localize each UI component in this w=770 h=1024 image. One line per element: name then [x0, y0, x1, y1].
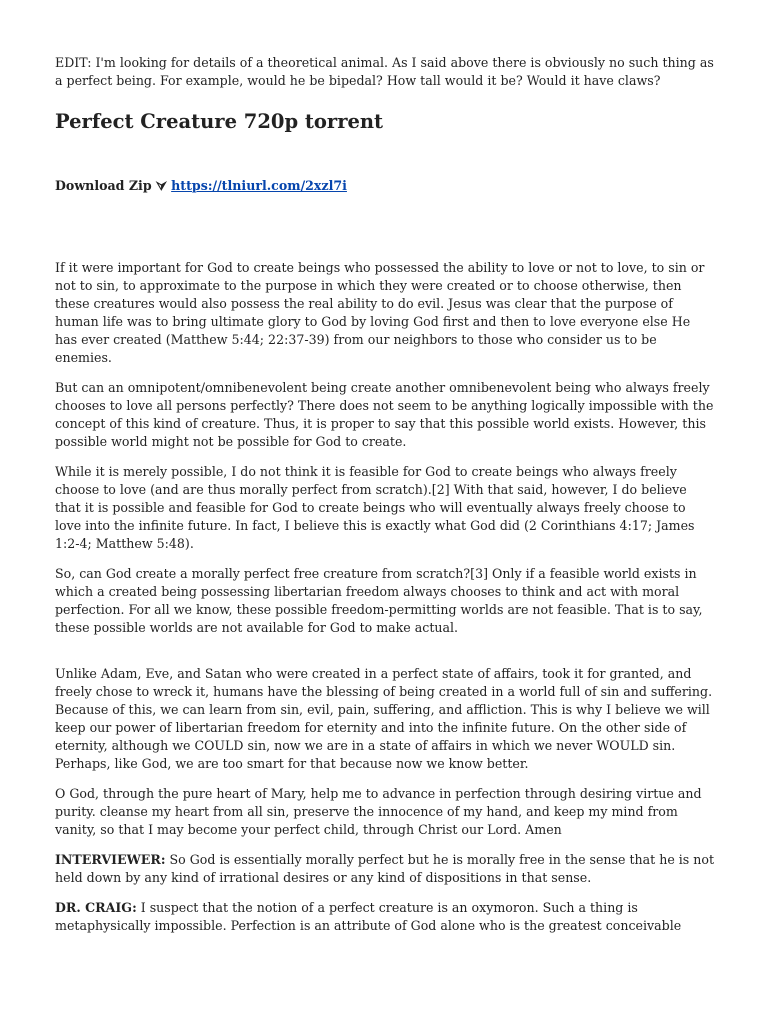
- download-link[interactable]: https://tlniurl.com/2xzl7i: [171, 178, 347, 193]
- article: [55, 54, 715, 935]
- dialogue-interviewer: [55, 851, 715, 887]
- download-label: Download Zip: [55, 178, 152, 193]
- paragraph: Unlike Adam, Eve, and Satan who were created in a perfect state of affairs, took it for granted, and freely chose to wreck it, humans have the blessing of being created in a world full of sin and suffering. Because of this, we can learn from sin, evil, pain, suffering, and affliction. This is why I believe we will keep our power of libertarian freedom for eternity and into the infinite future. On the other side of eternity, although we COULD sin, now we are in a state of affairs in which we never WOULD sin. Perhaps, like God, we are too smart for that because now we know better.: [55, 666, 713, 771]
- dialogue-craig: [55, 899, 715, 935]
- paragraph: But can an omnipotent/omnibenevolent being create another omnibenevolent being who always freely chooses to love all persons perfectly? There does not seem to be anything logically impossible with the concept of this kind of creature. Thus, it is proper to say that this possible world exists. However, this possible world might not be possible for God to create.: [55, 380, 714, 449]
- paragraph: O God, through the pure heart of Mary, help me to advance in perfection through desiring virtue and purity. cleanse my heart from all sin, preserve the innocence of my hand, and keep my mind from vanity, so that I may become your perfect child, through Christ our Lord. Amen: [55, 786, 702, 837]
- paragraph: So, can God create a morally perfect free creature from scratch?[3] Only if a feasible world exists in which a created being possessing libertarian freedom always chooses to think and act with moral perfection. For all we know, these possible freedom-permitting worlds are not feasible. That is to say, these possible worlds are not available for God to make actual.: [55, 566, 703, 635]
- download-arrow-icon: ⮛: [156, 178, 167, 193]
- dialogue-text: I suspect that the notion of a perfect creature is an oxymoron. Such a thing is metaphysically impossible. Perfection is an attribute of God alone who is the greatest conceivable: [55, 900, 682, 933]
- paragraph: If it were important for God to create beings who possessed the ability to love or not to love, to sin or not to sin, to approximate to the purpose in which they were created or to choose otherwise, then these creatures would also possess the real ability to do evil. Jesus was clear that the purpose of human life was to bring ultimate glory to God by loving God first and then to love everyone else He has ever created (Matthew 5:44; 22:37-39) from our neighbors to those who consider us to be enemies.: [55, 260, 705, 365]
- intro-paragraph: EDIT: I'm looking for details of a theoretical animal. As I said above there is obviously no such thing as a perfect being. For example, would he be bipedal? How tall would it be? Would it have claws?: [55, 55, 714, 88]
- speaker-label: DR. CRAIG:: [55, 900, 137, 915]
- paragraph: While it is merely possible, I do not think it is feasible for God to create beings who always freely choose to love (and are thus morally perfect from scratch).[2] With that said, however, I do believe that it is possible and feasible for God to create beings who will eventually always freely choose to love into the infinite future. In fact, I believe this is exactly what God did (2 Corinthians 4:17; James 1:2-4; Matthew 5:48).: [55, 464, 695, 551]
- page-title: Perfect Creature 720p torrent: [55, 110, 384, 133]
- download-line: [55, 177, 715, 195]
- speaker-label: INTERVIEWER:: [55, 852, 166, 867]
- dialogue-text: So God is essentially morally perfect but he is morally free in the sense that he is not held down by any kind of irrational desires or any kind of dispositions in that sense.: [55, 852, 715, 885]
